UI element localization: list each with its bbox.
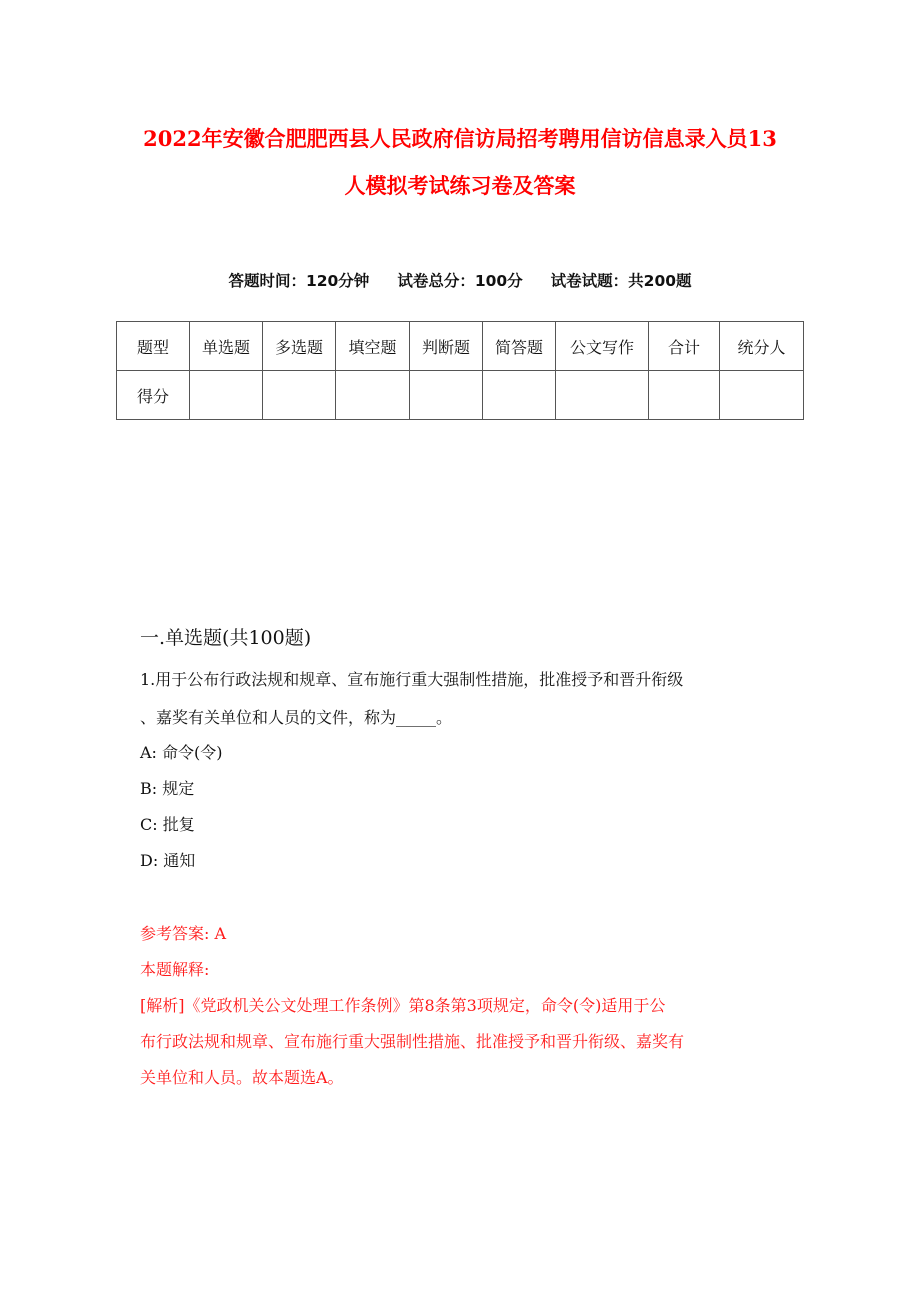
header-cell-scorer: 统分人 <box>720 322 804 371</box>
score-cell <box>190 371 263 420</box>
question-text-line1: 1.用于公布行政法规和规章、宣布施行重大强制性措施，批准授予和晋升衔级 <box>140 670 684 689</box>
header-cell-true-false: 判断题 <box>410 322 483 371</box>
reference-answer: 参考答案: A <box>140 924 227 943</box>
score-cell <box>556 371 649 420</box>
section-heading: 一.单选题(共100题) <box>140 627 312 649</box>
exam-meta <box>0 268 920 294</box>
explanation-line2: 布行政法规和规章、宣布施行重大强制性措施、批准授予和晋升衔级、嘉奖有 <box>140 1032 685 1051</box>
header-cell-type: 题型 <box>117 322 190 371</box>
explanation-line1: [解析]《党政机关公文处理工作条例》第8条第3项规定，命令(令)适用于公 <box>140 996 666 1015</box>
exam-question-count: 试卷试题：共200题 <box>550 272 692 290</box>
score-cell <box>649 371 720 420</box>
document-title-line2: 人模拟考试练习卷及答案 <box>344 173 576 198</box>
question-text-line2: 、嘉奖有关单位和人员的文件，称为_____。 <box>140 708 453 727</box>
score-cell <box>263 371 336 420</box>
score-cell <box>410 371 483 420</box>
explanation-label: 本题解释: <box>140 960 210 979</box>
option-b: B: 规定 <box>140 779 195 798</box>
header-cell-fill-blank: 填空题 <box>336 322 410 371</box>
score-table <box>116 321 804 420</box>
header-cell-official-writing: 公文写作 <box>556 322 649 371</box>
score-cell <box>720 371 804 420</box>
header-cell-multiple-choice: 多选题 <box>263 322 336 371</box>
score-cell <box>336 371 410 420</box>
exam-time: 答题时间：120分钟 <box>228 272 370 290</box>
option-c: C: 批复 <box>140 815 195 834</box>
score-table-header-row <box>117 322 804 371</box>
score-table-score-row <box>117 371 804 420</box>
header-cell-single-choice: 单选题 <box>190 322 263 371</box>
header-cell-total: 合计 <box>649 322 720 371</box>
score-row-label: 得分 <box>117 371 190 420</box>
option-a: A: 命令(令) <box>140 743 223 762</box>
score-cell <box>483 371 556 420</box>
explanation-line3: 关单位和人员。故本题选A。 <box>140 1068 344 1087</box>
document-title-line1: 2022年安徽合肥肥西县人民政府信访局招考聘用信访信息录入员13 <box>143 126 777 151</box>
header-cell-short-answer: 简答题 <box>483 322 556 371</box>
exam-total-score: 试卷总分：100分 <box>397 272 523 290</box>
option-d: D: 通知 <box>140 851 196 870</box>
